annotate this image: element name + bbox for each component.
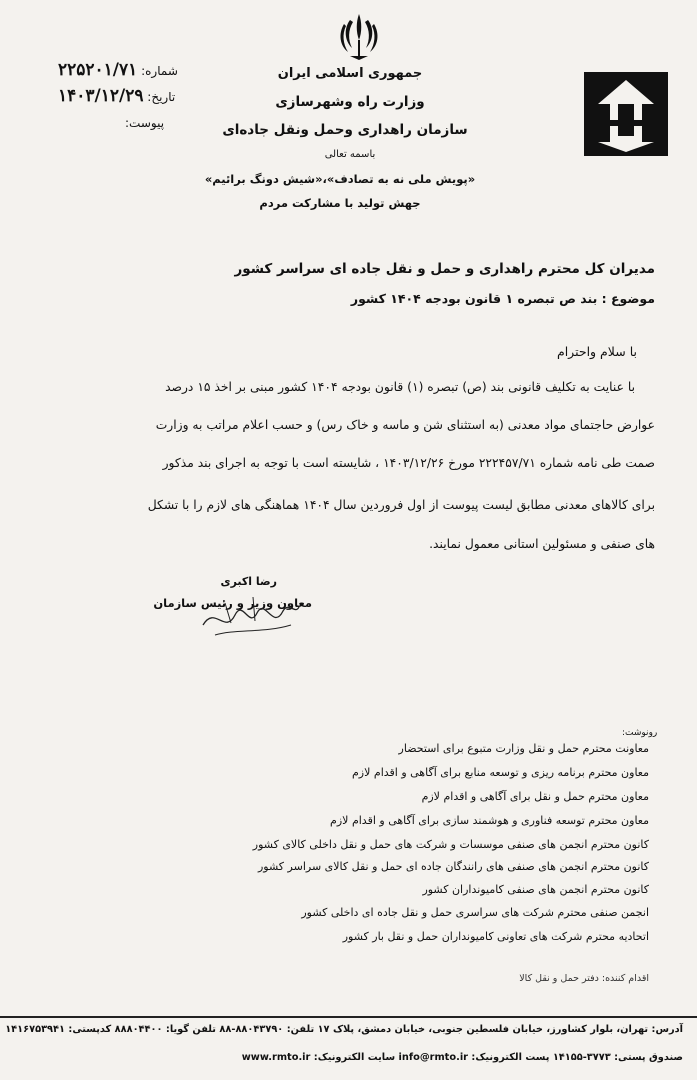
footer-contact: صندوق پستی: ۳۷۷۳-۱۴۱۵۵ پست الکترونیک: info@rmto.ir سایت الکترونیک: www.rmto.ir <box>241 1052 683 1063</box>
body-line-3: صمت طی نامه شماره ۲۲۲۴۵۷/۷۱ مورخ ۱۴۰۳/۱۲/۲۶ ، شایسته است با توجه به اجرای بند مذکور <box>162 456 655 470</box>
body-line-2: عوارض حاجتمای مواد معدنی (به استثنای شن و ماسه و خاک رس) و حسب اعلام مراتب به وزارت <box>155 418 655 432</box>
action-note: اقدام کننده: دفتر حمل و نقل کالا <box>519 973 649 984</box>
handwritten-signature-icon <box>195 585 305 645</box>
number-value: ۲۲۵۲۰۱/۷۱ <box>58 60 138 80</box>
letter-date <box>58 86 175 106</box>
invocation: باسمه تعالی <box>324 149 376 160</box>
signer-name: رضا اکبری <box>220 575 277 588</box>
cc-item: اتحادیه محترم شرکت های تعاونی کامیونداران حمل و نقل بار کشور <box>342 930 649 943</box>
organization-name: سازمان راهداری وحمل ونقل جاده‌ای <box>222 122 468 138</box>
cc-item: معاونت محترم حمل و نقل وزارت متبوع برای استحضار <box>398 742 649 755</box>
signer-title: معاون وزیر و رئیس سازمان <box>153 596 312 610</box>
cc-item: معاون محترم حمل و نقل برای آگاهی و اقدام لازم <box>421 790 649 803</box>
ministry-name: وزارت راه وشهرسازی <box>275 94 425 110</box>
body-line-1: با عنایت به تکلیف قانونی بند (ص) تبصره (۱) قانون بودجه ۱۴۰۴ کشور مبنی بر اخذ ۱۵ درصد <box>165 380 635 394</box>
letter-number <box>58 60 178 80</box>
country-name: جمهوری اسلامی ایران <box>277 66 423 81</box>
cc-item: کانون محترم انجمن های صنفی های رانندگان جاده ای حمل و نقل کالای سراسر کشور <box>258 860 649 873</box>
footer-divider <box>0 1016 697 1018</box>
cc-item: معاون محترم توسعه فناوری و هوشمند سازی برای آگاهی و اقدام لازم <box>330 814 649 827</box>
cc-item: معاون محترم برنامه ریزی و توسعه منابع برای آگاهی و اقدام لازم <box>351 766 649 779</box>
subject-line: موضوع : بند ص تبصره ۱ قانون بودجه ۱۴۰۴ کشور <box>350 291 655 306</box>
footer-address: آدرس: تهران، بلوار کشاورز، خیابان فلسطین جنوبی، خیابان دمشق، پلاک ۱۷ تلفن: ۸۸۰۴۳۷۹۰-۸۸ تلفن گویا: ۸۸۸۰۴۴۰۰ کدپستی: ۱۴۱۶۷۵۳۹۴۱ <box>5 1024 683 1035</box>
date-value: ۱۴۰۳/۱۲/۲۹ <box>58 86 144 106</box>
cc-heading: رونوشت: <box>622 728 658 738</box>
iran-emblem-icon <box>336 10 382 62</box>
body-line-5: های صنفی و مسئولین استانی معمول نمایند. <box>429 537 655 551</box>
cc-item: انجمن صنفی محترم شرکت های سراسری حمل و نقل جاده ای داخلی کشور <box>301 906 649 919</box>
rmto-logo-icon <box>582 70 670 158</box>
cc-item: کانون محترم انجمن های صنفی کامیونداران کشور <box>422 883 649 896</box>
production-slogan: جهش تولید با مشارکت مردم <box>259 196 421 210</box>
addressee: مدیران کل محترم راهداری و حمل و نقل جاده ای سراسر کشور <box>234 261 655 277</box>
attachment-label: پیوست: <box>125 116 165 130</box>
cc-item: کانون محترم انجمن های صنفی موسسات و شرکت های حمل و نقل داخلی کالای کشور <box>252 838 649 851</box>
body-line-4: برای کالاهای معدنی مطابق لیست پیوست از اول فروردین سال ۱۴۰۴ هماهنگی های لازم را با تشکل <box>147 498 655 512</box>
greeting: با سلام واحترام <box>556 344 637 359</box>
date-label: تاریخ: <box>147 90 176 104</box>
campaign-slogan: «پویش ملی نه به تصادف»،«شیش دونگ برائیم» <box>204 172 476 186</box>
number-label: شماره: <box>141 64 178 78</box>
